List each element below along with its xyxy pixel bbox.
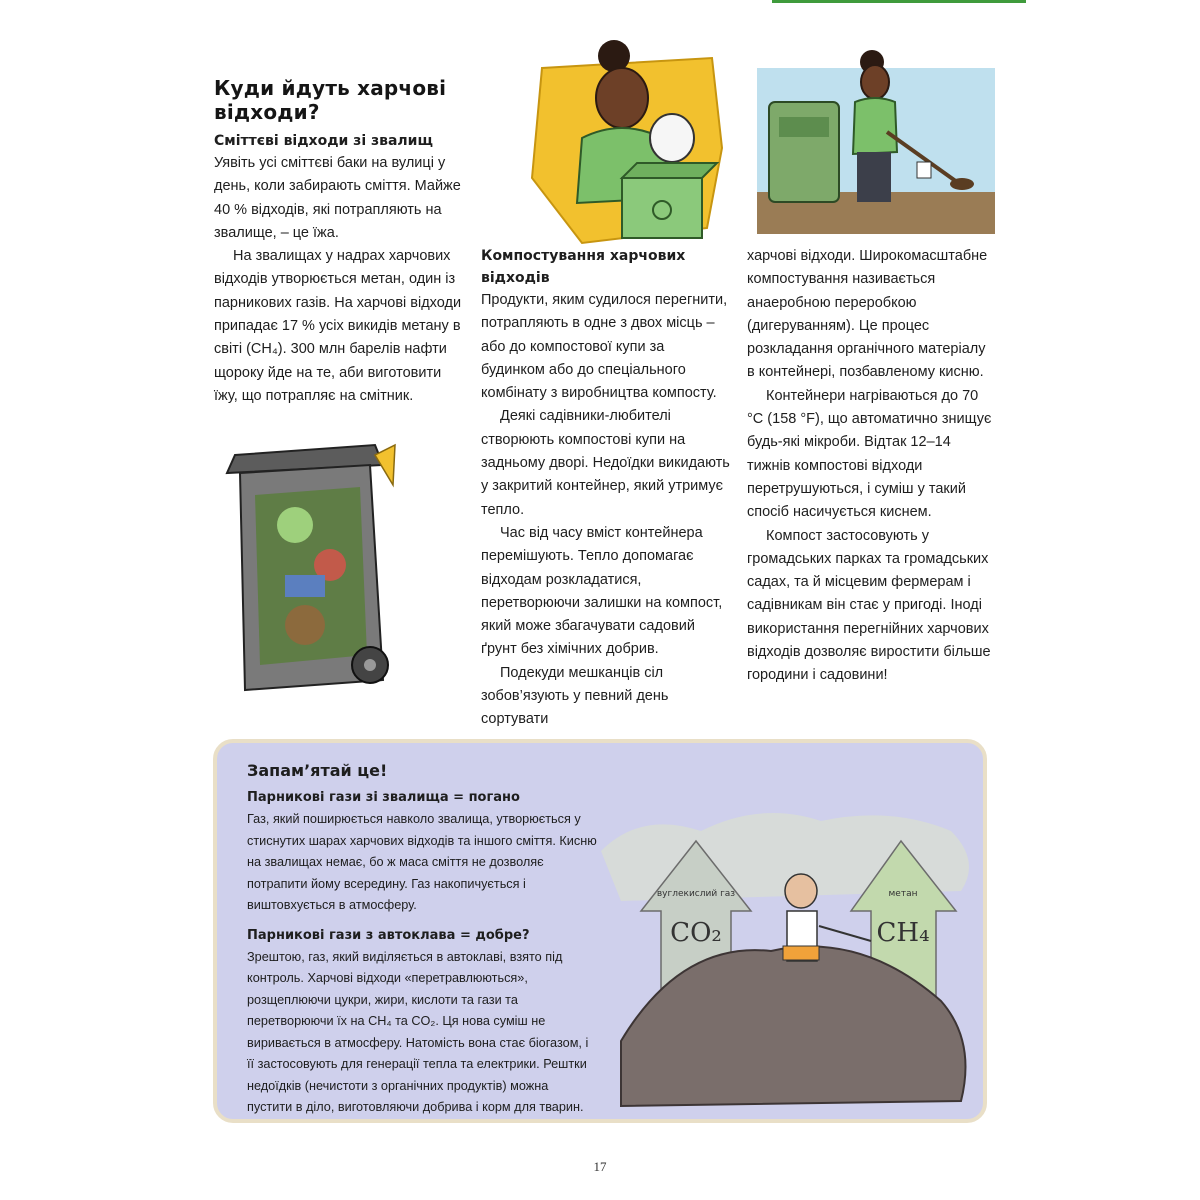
anaerobic-paragraph-2: Контейнери нагріваються до 70 °C (158 °F), що автоматично знищує будь-які мікроби. Відтак 12–14 тижнів компостові відходи перетрушуються, і суміш у такий спосіб насичується киснем. (747, 387, 992, 521)
autoclave-gas-text: Зрештою, газ, який виділяється в автоклаві, взято під контроль. Харчові відходи «перетравлюються», розщеплюючи цукри, жири, кислоти та гази та перетворюючи їх на CH₄ та CO₂. Ця нова суміш не виривається в атмосферу. Натомість вона стає біогазом, і її застосовують для генерації тепла та електрики. Рештки недоїдків (нечистоти з органічних продуктів) можна пустити в діло, виготовляючи добрива і корм для тварин. (247, 949, 589, 1114)
landfill-paragraph-2: На звалищах у надрах харчових відходів утворюється метан, один із парникових газів. На харчові відходи припадає 17 % усіх викидів метану в світі (CH₄). 300 млн барелів нафти щороку йде на те, аби виготовити їжу, що потрапляє на смітник. (214, 248, 462, 404)
column-composting (481, 245, 731, 732)
composting-paragraph-3: Час від часу вміст контейнера перемішують. Тепло допомагає відходам розкладатися, перетворюючи залишки на компост, який може збагачувати садовий ґрунт без хімічних добрив. (481, 524, 723, 658)
landfill-heading: Сміттєві відходи зі звалищ (214, 133, 433, 149)
arrow-left-label: вуглекислий газ (656, 889, 736, 899)
composting-paragraph-2: Деякі садівники-любителі створюють компостові купи на задньому дворі. Недоїдки викидають у закритий контейнер, який утримує тепло. (481, 408, 730, 518)
column-anaerobic (747, 245, 997, 688)
arrow-right-label: метан (888, 889, 918, 899)
arrow-left-formula: CO₂ (670, 918, 722, 948)
anaerobic-paragraph-1: харчові відходи. Широкомасштабне компостування називається анаеробною переробкою (дигеруванням). Це процес розкладання органічного матеріалу в контейнері, позбавленому кисню. (747, 248, 988, 381)
anaerobic-paragraph-3: Компост застосовують у громадських парках та громадських садах, та й місцевим фермерам і садівникам він стає у пригоді. Іноді використання перегнійних харчових відходів дозволяє виростити більше городини і садовини! (747, 527, 991, 684)
composting-paragraph-1: Продукти, яким судилося перегнити, потрапляють в одне з двох місць – або до компостової купи за будинком або до спеціального комбінату з виробництва компосту. (481, 292, 728, 402)
compost-plant-illustration (757, 42, 995, 234)
landfill-gas-text: Газ, який поширюється навколо звалища, утворюється у стиснутих шарах харчових відходів та іншого сміття. Кисню на звалищах немає, бо ж маса сміття не дозволяє потрапити йому всередину. Газ накопичується і виштовхується в атмосферу. (247, 812, 597, 912)
composting-heading: Компостування харчових відходів (481, 248, 686, 286)
page-title: Куди йдуть харчові відходи? (214, 76, 447, 124)
page-number: 17 (593, 1159, 607, 1174)
landfill-paragraph-1: Уявіть усі сміттєві баки на вулиці у день, коли забирають сміття. Майже 40 % відходів, які потрапляють на звалище, – це їжа. (214, 155, 461, 241)
compost-caddy-illustration (522, 28, 730, 254)
remember-title: Запам’ятай це! (247, 761, 388, 780)
arrow-right-formula: CH₄ (876, 918, 930, 948)
landfill-gas-heading: Парникові гази зі звалища = погано (247, 790, 520, 805)
composting-paragraph-4: Подекуди мешканців сіл зобов’язують у певний день сортувати (481, 664, 669, 728)
remember-text (247, 757, 597, 1119)
column-landfill (214, 76, 468, 408)
wheelie-bin-illustration (205, 425, 405, 715)
autoclave-gas-heading: Парникові гази з автоклава = добре? (247, 927, 530, 943)
top-accent-bar (772, 0, 1026, 3)
scientist-gas-illustration (601, 801, 981, 1113)
remember-box (213, 739, 987, 1123)
